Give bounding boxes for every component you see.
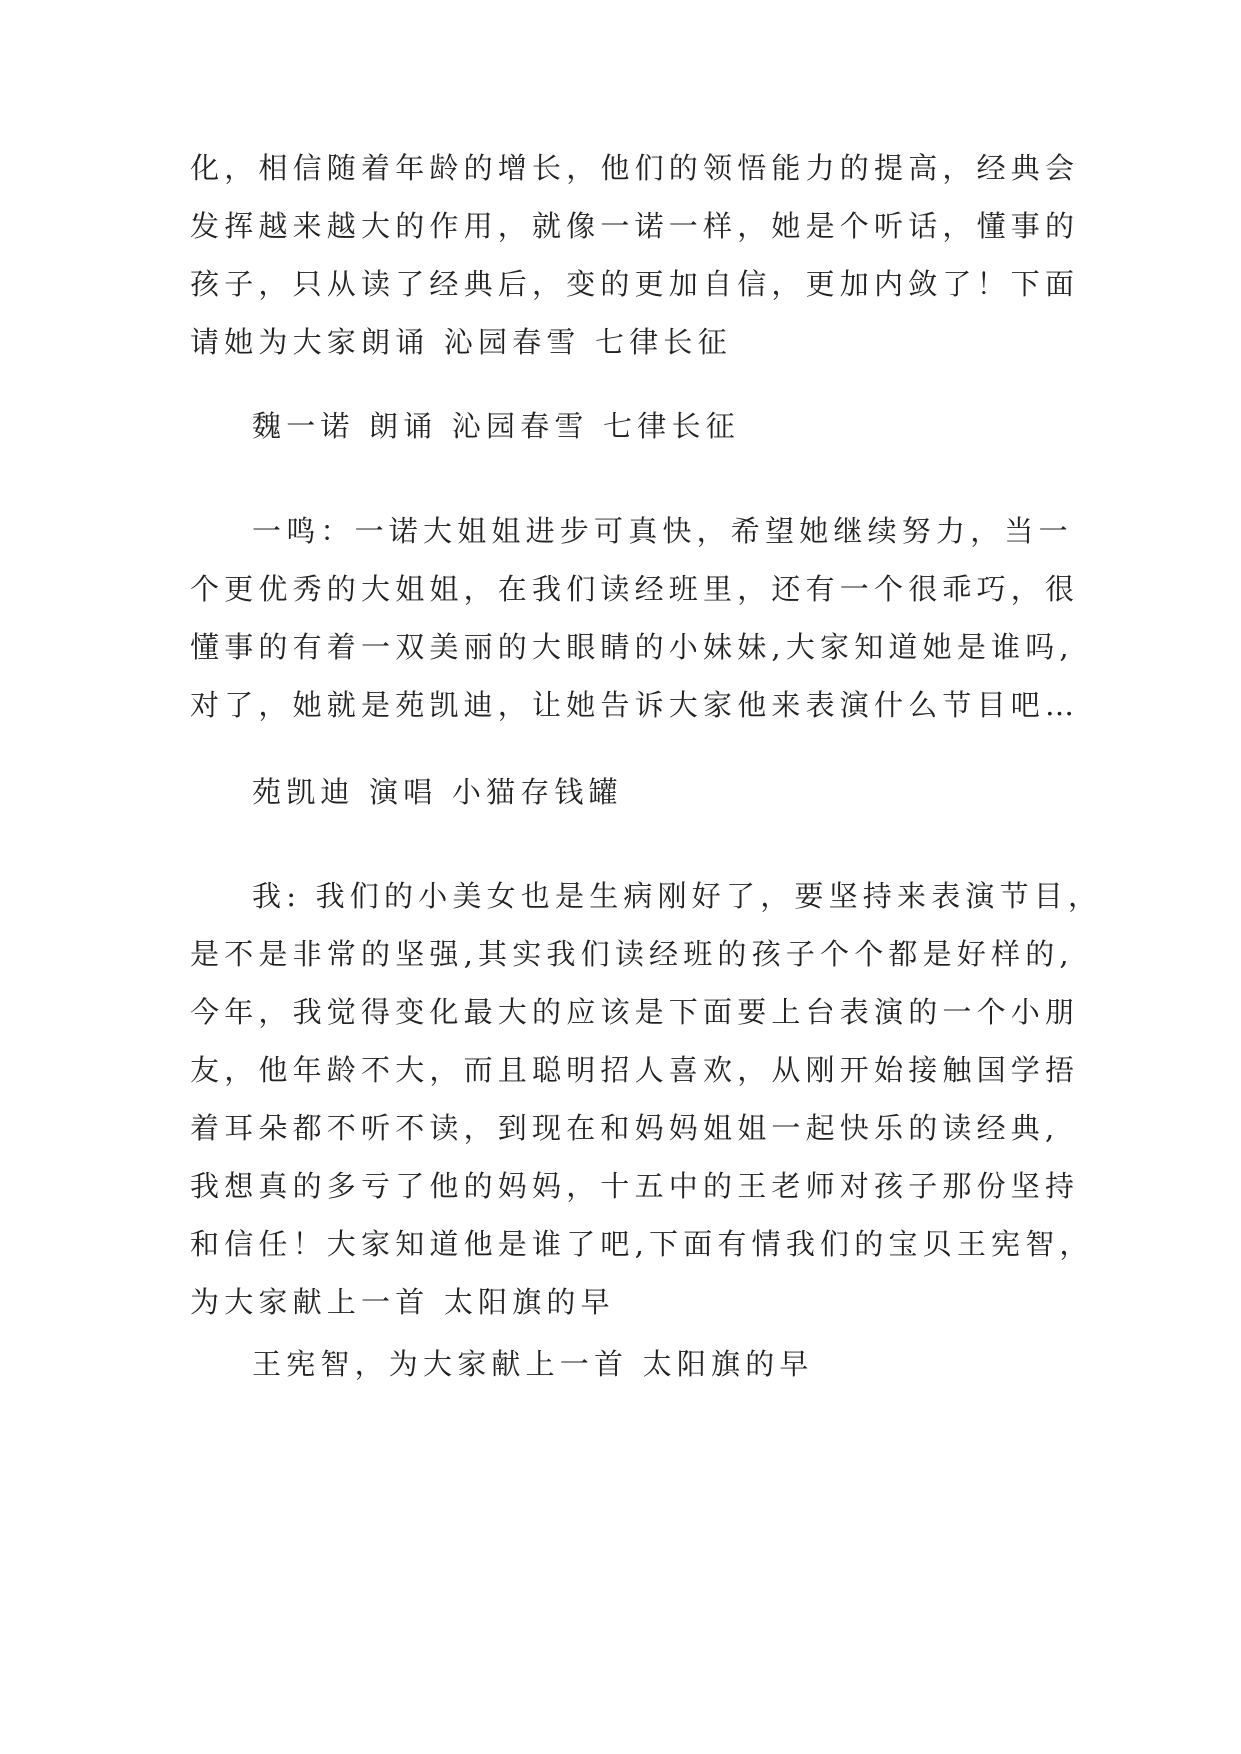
text-line: 今年，我觉得变化最大的应该是下面要上台表演的一个小朋 [190,995,1080,1029]
paragraph-program-xianzhi [190,1335,1060,1393]
paragraph-intro-xianzhi [190,867,1103,1331]
text-line: 懂事的有着一双美丽的大眼睛的小妹妹,大家知道她是谁吗, [190,630,1074,664]
text-line: 孩子，只从读了经典后，变的更加自信，更加内敛了！下面 [190,267,1080,301]
text-line: 苑凯迪 演唱 小猫存钱罐 [252,775,623,809]
paragraph-program-kaidi [190,763,1060,821]
text-line: 对了，她就是苑凯迪，让她告诉大家他来表演什么节目吧… [190,688,1080,722]
text-line: 个更优秀的大姐姐，在我们读经班里，还有一个很乖巧，很 [190,572,1080,606]
text-line: 一鸣：一诺大姐姐进步可真快，希望她继续努力，当一 [252,514,1073,548]
text-line: 为大家献上一首 太阳旗的早 [190,1285,615,1319]
text-line: 我: 我们的小美女也是生病刚好了，要坚持来表演节目， [252,879,1103,913]
text-line: 魏一诺 朗诵 沁园春雪 七律长征 [252,409,740,443]
text-line: 化，相信随着年龄的增长，他们的领悟能力的提高，经典会 [190,151,1080,185]
text-line: 王宪智，为大家献上一首 太阳旗的早 [252,1347,814,1381]
text-line: 我想真的多亏了他的妈妈，十五中的王老师对孩子那份坚持 [190,1169,1080,1203]
text-line: 请她为大家朗诵 沁园春雪 七律长征 [190,325,732,359]
text-line: 和信任！大家知道他是谁了吧,下面有情我们的宝贝王宪智， [190,1227,1094,1261]
text-line: 发挥越来越大的作用，就像一诺一样，她是个听话，懂事的 [190,209,1080,243]
text-line: 着耳朵都不听不读，到现在和妈妈姐姐一起快乐的读经典, [190,1111,1060,1145]
text-line: 是不是非常的坚强,其实我们读经班的孩子个个都是好样的, [190,937,1074,971]
paragraph-program-yinuo [190,397,1060,455]
text-line: 友，他年龄不大，而且聪明招人喜欢，从刚开始接触国学捂 [190,1053,1080,1087]
paragraph-intro-kaidi [190,502,1080,734]
paragraph-intro-yinuo [190,139,1080,371]
